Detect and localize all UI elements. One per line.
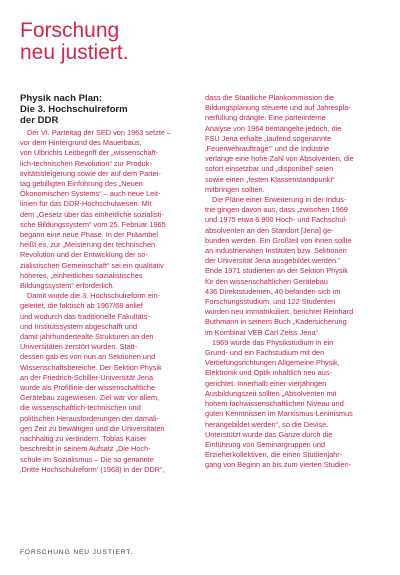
body-text-line: Ende 1971 studierten an der Sektion Physik (205, 266, 348, 276)
body-text-line: linien für das DDR-Hochschulwesen. Mit (20, 199, 152, 209)
body-text-line: an der Friedrich-Schiller-Universität Jena (20, 372, 154, 382)
body-text-line: absolventen an den Standort [Jena] ge- (205, 225, 334, 235)
body-text-line: die wissenschaftlich-technischen und (20, 403, 141, 413)
body-text-line: sowie einen „festen Klassenstandpunkt“ (205, 174, 335, 184)
headline-line: Forschung (20, 19, 120, 42)
body-text-line: Revolution und der Entwicklung der so- (20, 250, 148, 260)
body-text-line: gerichtet. Innerhalb einer vierjährigen (205, 378, 327, 388)
body-text-line: Unterstützt wurde das Ganze durch die (205, 429, 333, 439)
body-text-line: höheres, „einheitliches sozialistisches (20, 270, 143, 280)
body-text-line: hohem fachwissenschaftlichen Niveau und (205, 399, 344, 409)
right-column (205, 93, 377, 471)
body-text-line: mitbringen sollten. (205, 184, 265, 194)
body-text-line: geleitet, die faktisch ab 1967/68 anlief (20, 301, 143, 311)
body-text-line: lich-technischen Revolution“ zur Produk- (20, 158, 152, 168)
headline-line: neu justiert. (20, 41, 129, 64)
body-text-line: Analyse von 1964 bemängelte jedoch, die (205, 123, 342, 133)
body-text-line: tivitätssteigerung sowie der auf dem Partei- (20, 168, 161, 178)
body-text-line: Der VI. Parteitag der SED von 1963 setzte – (27, 128, 172, 137)
body-text-line: nachhaltig zu verändern. Tobias Kaiser (20, 434, 147, 444)
body-text-line: dem „Gesetz über das einheitliche sozialisti- (20, 209, 164, 219)
body-text-line: Erzieherkollektiven, die einen Studienjahr- (205, 450, 343, 460)
body-text-line: ‚Feuerwehraufträge‘“ und die Industrie (205, 144, 330, 154)
body-text-line: vor dem Hintergrund des Mauerbaus, (20, 138, 142, 148)
body-text-line: begann eine neue Phase. In der Präambel (20, 230, 159, 240)
body-text-line: 436 Direktstudenten, 40 befanden sich im (205, 286, 341, 296)
body-text-line: trie gingen davon aus, dass „zwischen 1969 (205, 205, 348, 215)
body-text-line: Gerätebau zugewiesen. Ziel war vor allem, (20, 393, 160, 403)
body-text-line: Vertiefungsrichtungen Allgemeine Physik, (205, 358, 340, 368)
body-text-line: an industrienahen Instituten bzw. Sektionen (205, 246, 347, 256)
body-text-line: dass die Staatliche Plankommission die (205, 93, 334, 102)
body-text-line: Einführung von Seminargruppen und (205, 439, 326, 449)
body-text-line: schule im Sozialismus – Die so genannte (20, 454, 154, 464)
section-title-line: der DDR (20, 115, 59, 126)
body-text-line: Grund- und ein Fachstudium mit den (205, 348, 325, 358)
body-text-line: beschreibt in seinem Aufsatz „Die Hoch- (20, 444, 151, 454)
body-text-line: und Institutssystem abgeschafft und (20, 321, 138, 331)
body-text-line: Buthmann in seinem Buch „Kadersicherung (205, 317, 347, 327)
body-text-line: Ökonomischen Systems“ – auch neue Leit- (20, 189, 161, 199)
body-text-line: wurden neu immatrikuliert, berichtet Reinhard (205, 307, 354, 317)
left-column-text (20, 128, 192, 475)
left-column (20, 93, 192, 475)
right-column-text (205, 93, 377, 471)
body-text-line: guten Kenntnissen im Marxismus-Leninismus (205, 409, 353, 419)
body-text-line: dessen gab es von nun an Sektionen und (20, 352, 156, 362)
body-text-line: der Universität Jena ausgebildet werden.“ (205, 256, 341, 266)
body-text-line: politischen Herausforderungen der damali- (20, 413, 159, 423)
body-text-line: von Ulbrichts Leitbegriff der „wissenschaft- (20, 148, 159, 158)
body-text-line: 1969 wurde das Physikstudium in ein (212, 337, 334, 347)
body-text-line: gen Zeit zu bewältigen und die Universitäten (20, 423, 165, 433)
body-text-line: nerfüllung drängte. Eine parteiinterne (205, 113, 326, 123)
body-text-line: sche Bildungssystem“ vom 25. Februar 1965 (20, 219, 166, 229)
body-text-line: Ausbildungszeit sollten „Absolventen mit (205, 388, 337, 398)
body-text-line: Forschungsstudium, und 122 Studenten (205, 297, 336, 307)
body-text-line: bunden werden. Ein Großteil von ihnen sollte (205, 235, 352, 245)
body-text-line: Elektronik und Optik inhaltlich neu aus- (205, 368, 332, 378)
body-text-line: herangebildet werden“, so die Devise. (205, 419, 329, 429)
body-text-line: FSU Jena erhalte „laufend sogenannte (205, 133, 332, 143)
body-text-line: im Kombinat VEB Carl Zeiss Jena“. (205, 327, 321, 337)
body-text-line: Bildungsplanung steuerte und auf Jahrespla- (205, 103, 351, 113)
footer-running-title: FORSCHUNG NEU JUSTIERT. (20, 549, 134, 556)
body-text-line: zialistischen Gemeinschaft“ sei ein qualitativ (20, 260, 164, 270)
body-text-line: gang von Beginn an bis zum vierten Studien- (205, 460, 352, 470)
body-text-line: für den wissenschaftlichen Gerätebau (205, 276, 328, 286)
body-text-line: tag gebilligten Einführung des „Neuen (20, 179, 143, 189)
body-text-line: ‚Dritte Hochschulreform‘ (1968) in der DDR“, (20, 464, 165, 474)
body-text-line: verlange eine hohe Zahl von Absolventen, die (205, 154, 354, 164)
body-text-line: heißt es, zur „Meisterung der technischen (20, 240, 156, 250)
body-text-line: und 1975 etwa 6.900 Hoch- und Fachschul- (205, 215, 348, 225)
section-title (20, 93, 192, 126)
page-headline (20, 20, 129, 64)
section-title-line: Die 3. Hochschulreform (20, 104, 128, 115)
body-text-line: wurde als Profillinie der wissenschaftliche (20, 383, 156, 393)
body-text-line: damit jahrhundertealte Strukturen an den (20, 332, 154, 342)
body-text-line: Damit wurde die 3. Hochschulreform ein- (27, 291, 161, 301)
body-text-line: Universitäten zerstört wurden. Statt- (20, 342, 138, 352)
body-text-line: Die Pläne einer Erweiterung in der Indus- (212, 195, 347, 205)
body-text-line: sofort einsetzbar und „disponibel“ seien (205, 164, 334, 174)
body-text-line: und wodurch das traditionelle Fakultäts- (20, 311, 150, 321)
body-text-line: Wissenschaftsbereiche. Der Sektion Physik (20, 362, 162, 372)
section-title-line: Physik nach Plan: (20, 93, 103, 104)
body-text-line: Bildungssystem“ erforderlich. (20, 281, 115, 291)
